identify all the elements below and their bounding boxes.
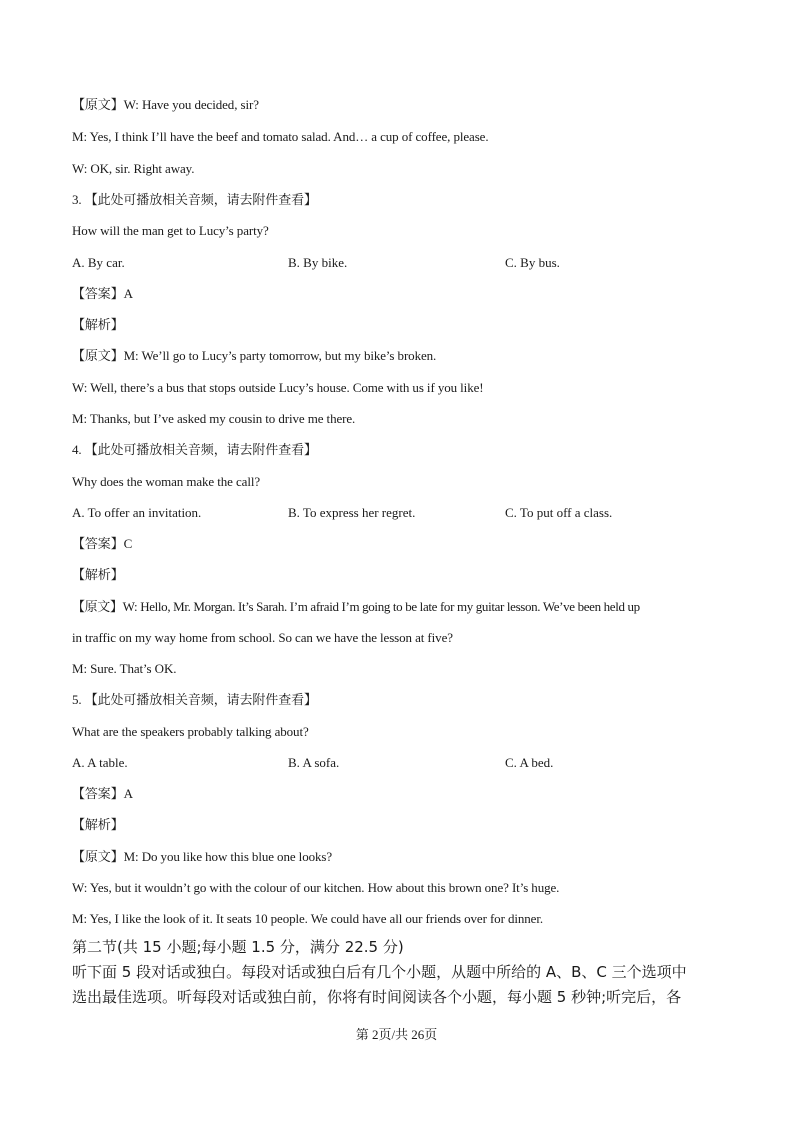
q3-question: How will the man get to Lucy’s party? [72, 223, 269, 238]
q5-option-c: C. A bed. [505, 755, 554, 770]
q5-header: 5. 【此处可播放相关音频，请去附件查看】 [72, 692, 317, 707]
q5-option-b: B. A sofa. [288, 755, 340, 770]
q4-analysis: 【解析】 [72, 567, 124, 582]
q3-option-b: B. By bike. [288, 255, 348, 270]
q5-option-a: A. A table. [72, 755, 128, 770]
q2-transcript-line-2: M: Yes, I think I’ll have the beef and tomato salad. And… a cup of coffee, please. [72, 129, 489, 144]
q4-question: Why does the woman make the call? [72, 474, 261, 489]
q2-transcript-line-3: W: OK, sir. Right away. [72, 161, 195, 176]
q4-option-b: B. To express her regret. [288, 505, 416, 520]
q4-option-c: C. To put off a class. [505, 505, 613, 520]
q4-transcript-line-1: 【原文】W: Hello, Mr. Morgan. It’s Sarah. I’m afraid I’m going to be late for my guitar lesson. We’ve been held up [72, 599, 640, 614]
q3-option-a: A. By car. [72, 255, 125, 270]
q4-transcript-line-2: in traffic on my way home from school. So can we have the lesson at five? [72, 630, 453, 645]
q4-header: 4. 【此处可播放相关音频，请去附件查看】 [72, 442, 317, 457]
q5-transcript-line-3: M: Yes, I like the look of it. It seats 10 people. We could have all our friends over for dinner. [72, 911, 543, 926]
q5-question: What are the speakers probably talking about? [72, 724, 309, 739]
q3-transcript-line-2: W: Well, there’s a bus that stops outside Lucy’s house. Come with us if you like! [72, 380, 484, 395]
q5-transcript-line-2: W: Yes, but it wouldn’t go with the colour of our kitchen. How about this brown one? It’s huge. [72, 880, 560, 895]
q4-answer: 【答案】C [72, 536, 133, 551]
q4-transcript-line-3: M: Sure. That’s OK. [72, 661, 177, 676]
section-2-instructions-line-1: 听下面 5 段对话或独白。每段对话或独白后有几个小题，从题中所给的 A、B、C 三个选项中 [72, 963, 687, 981]
q2-transcript-line-1: 【原文】W: Have you decided, sir? [72, 97, 259, 112]
q3-answer: 【答案】A [72, 286, 133, 301]
q4-option-a: A. To offer an invitation. [72, 505, 202, 520]
q5-transcript-line-1: 【原文】M: Do you like how this blue one looks? [72, 849, 333, 864]
q3-header: 3. 【此处可播放相关音频，请去附件查看】 [72, 192, 317, 207]
q3-transcript-line-1: 【原文】M: We’ll go to Lucy’s party tomorrow, but my bike’s broken. [72, 348, 437, 363]
q5-analysis: 【解析】 [72, 817, 124, 832]
section-2-title: 第二节(共 15 小题;每小题 1.5 分，满分 22.5 分) [72, 938, 404, 956]
q3-analysis: 【解析】 [72, 317, 124, 332]
q3-option-c: C. By bus. [505, 255, 560, 270]
q3-transcript-line-3: M: Thanks, but I’ve asked my cousin to drive me there. [72, 411, 356, 426]
q5-answer: 【答案】A [72, 786, 133, 801]
section-2-instructions-line-2: 选出最佳选项。听每段对话或独白前，你将有时间阅读各个小题，每小题 5 秒钟;听完后，各 [72, 988, 682, 1006]
page-number-footer: 第 2页/共 26页 [355, 1027, 438, 1042]
